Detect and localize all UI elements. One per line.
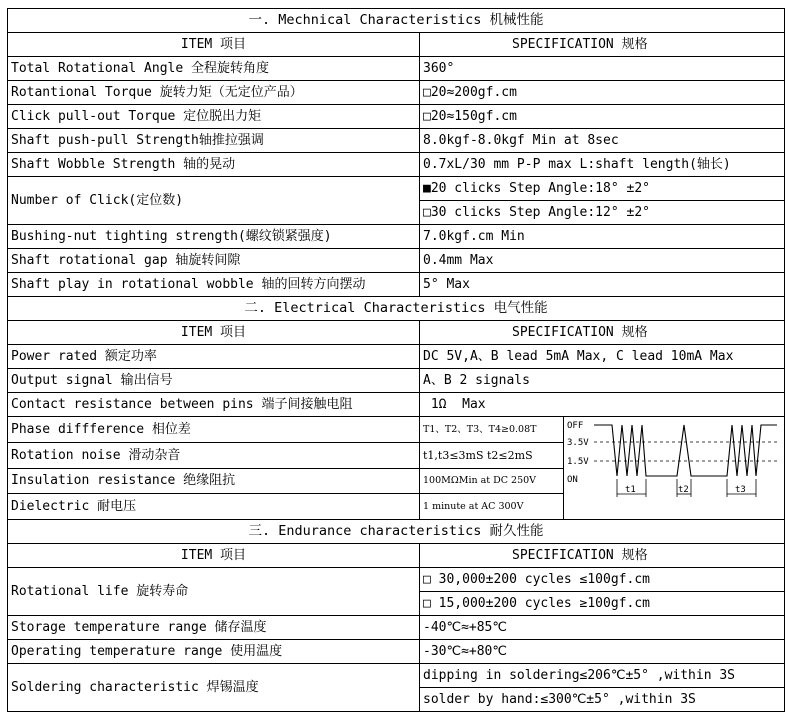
- spec-cell: DC 5V,A、B lead 5mA Max, C lead 10mA Max: [420, 345, 785, 369]
- item-cell: Rotantional Torque 旋转力矩（无定位产品）: [8, 81, 420, 105]
- table-row: [8, 81, 785, 105]
- interval-label-t3: t3: [735, 485, 746, 495]
- item-cell: Contact resistance between pins 端子间接触电阻: [8, 393, 420, 417]
- specification-table: [7, 8, 785, 712]
- item-cell: Shaft Wobble Strength 轴的晃动: [8, 153, 420, 177]
- item-cell: Shaft rotational gap 轴旋转间隙: [8, 249, 420, 273]
- item-cell: Rotation noise 滑动杂音: [8, 442, 420, 468]
- spec-cell: □ 30,000±200 cycles ≤100gf.cm: [420, 568, 785, 592]
- spec-cell: 360°: [420, 57, 785, 81]
- interval-label-t1: t1: [625, 485, 636, 495]
- header-item: ITEM 项目: [8, 544, 420, 568]
- item-cell: Rotational life 旋转寿命: [8, 568, 420, 616]
- section-title-mechanical: 一. Mechnical Characteristics 机械性能: [8, 9, 785, 33]
- spec-cell: -30℃≈+80℃: [420, 640, 785, 664]
- table-row: [8, 225, 785, 249]
- table-row: [8, 568, 785, 592]
- table-row: [8, 345, 785, 369]
- table-row: [8, 273, 785, 297]
- spec-cell: ■20 clicks Step Angle:18° ±2°: [420, 177, 785, 201]
- spec-cell: A、B 2 signals: [420, 369, 785, 393]
- table-row: [8, 249, 785, 273]
- item-cell: Number of Click(定位数): [8, 177, 420, 225]
- item-cell: Storage temperature range 储存温度: [8, 616, 420, 640]
- item-cell: Bushing-nut tighting strength(螺纹锁紧强度): [8, 225, 420, 249]
- interval-label-t2: t2: [678, 485, 689, 495]
- level-label-on: ON: [567, 475, 578, 485]
- item-cell: Total Rotational Angle 全程旋转角度: [8, 57, 420, 81]
- item-cell: Phase diffference 相位差: [8, 417, 420, 443]
- item-cell: Insulation resistance 绝缘阻抗: [8, 468, 420, 494]
- spec-cell: 0.7xL/30 mm P-P max L:shaft length(轴长): [420, 153, 785, 177]
- table-row: [8, 393, 785, 417]
- spec-cell: 8.0kgf-8.0kgf Min at 8sec: [420, 129, 785, 153]
- header-row: [8, 321, 785, 345]
- section-title-electrical: 二. Electrical Characteristics 电气性能: [8, 297, 785, 321]
- spec-cell: t1,t3≤3mS t2≤2mS: [420, 442, 564, 468]
- section-title-row: [8, 297, 785, 321]
- section-title-row: [8, 9, 785, 33]
- item-cell: Click pull-out Torque 定位脱出力矩: [8, 105, 420, 129]
- header-item: ITEM 项目: [8, 321, 420, 345]
- spec-cell: □20≈200gf.cm: [420, 81, 785, 105]
- header-spec: SPECIFICATION 规格: [420, 544, 785, 568]
- spec-cell: T1、T2、T3、T4≥0.08T: [420, 417, 564, 443]
- spec-cell: 100MΩMin at DC 250V: [420, 468, 564, 494]
- spec-cell: dipping in soldering≤206℃±5° ,within 3S: [420, 664, 785, 688]
- spec-sheet: [7, 8, 784, 712]
- table-row: [8, 129, 785, 153]
- item-cell: Shaft play in rotational wobble 轴的回转方向摆动: [8, 273, 420, 297]
- signal-timing-diagram-cell: [564, 417, 785, 520]
- header-item: ITEM 项目: [8, 33, 420, 57]
- signal-waveform: [594, 425, 777, 476]
- spec-cell: 5° Max: [420, 273, 785, 297]
- table-row: [8, 640, 785, 664]
- header-spec: SPECIFICATION 规格: [420, 33, 785, 57]
- spec-cell: -40℃≈+85℃: [420, 616, 785, 640]
- header-spec: SPECIFICATION 规格: [420, 321, 785, 345]
- section-title-endurance: 三. Endurance characteristics 耐久性能: [8, 520, 785, 544]
- table-row: [8, 57, 785, 81]
- table-row: [8, 616, 785, 640]
- spec-cell: □30 clicks Step Angle:12° ±2°: [420, 201, 785, 225]
- spec-cell: solder by hand:≤300℃±5° ,within 3S: [420, 688, 785, 712]
- section-title-row: [8, 520, 785, 544]
- level-label-off: OFF: [567, 421, 584, 431]
- header-row: [8, 544, 785, 568]
- level-label-1-5v: 1.5V: [567, 457, 589, 467]
- spec-cell: 7.0kgf.cm Min: [420, 225, 785, 249]
- item-cell: Shaft push-pull Strength轴推拉强调: [8, 129, 420, 153]
- signal-timing-diagram: [564, 417, 783, 511]
- table-row: [8, 105, 785, 129]
- spec-cell: □20≈150gf.cm: [420, 105, 785, 129]
- table-row: [8, 153, 785, 177]
- table-row: [8, 417, 785, 443]
- item-cell: Soldering characteristic 焊锡温度: [8, 664, 420, 712]
- spec-cell: 0.4mm Max: [420, 249, 785, 273]
- item-cell: Operating temperature range 使用温度: [8, 640, 420, 664]
- header-row: [8, 33, 785, 57]
- table-row: [8, 664, 785, 688]
- spec-cell: □ 15,000±200 cycles ≥100gf.cm: [420, 592, 785, 616]
- item-cell: Output signal 输出信号: [8, 369, 420, 393]
- level-label-3-5v: 3.5V: [567, 438, 589, 448]
- spec-cell: 1 minute at AC 300V: [420, 494, 564, 520]
- table-row: [8, 369, 785, 393]
- spec-cell: 1Ω Max: [420, 393, 785, 417]
- item-cell: Power rated 额定功率: [8, 345, 420, 369]
- table-row: [8, 177, 785, 201]
- item-cell: Dielectric 耐电压: [8, 494, 420, 520]
